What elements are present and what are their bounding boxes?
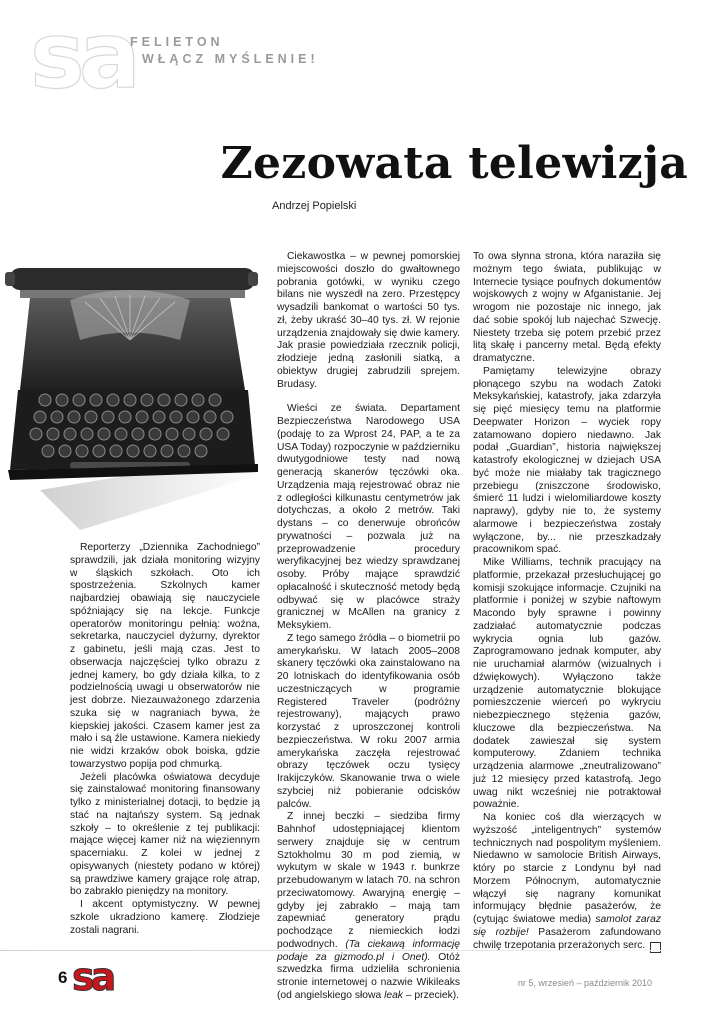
- paragraph-text: – przeciek).: [405, 989, 460, 1001]
- paragraph: [277, 811, 460, 1002]
- footer-divider: [0, 950, 714, 951]
- paragraph: Pamiętamy telewizyjne obrazy płonącego szybu na wodach Zatoki Meksykańskiej, katastrofy, jaka zdarzyła się pięć miesięcy temu na platformie Deepwater Horizon – wyciek ropy zatamowano dopiero niedawno. Jak podał „Guardian”, historia największej katastrofy ekologicznej w dziejach USA być może nie miałaby tak tragicznego przebiegu (zniszczone środowisko, śmierć 11 ludzi i wielomiliardowe koszty naprawy), gdyby nie to, że systemy alarmowe i bezpieczeństwa zostały wyłączone, by... nie przeszkadzały pracownikom spać.: [473, 365, 661, 556]
- paragraph-text: Otóż szwedzka firma udzieliła schronienia stronie internetowej o nazwie Wikileaks (od angielskiego słowa: [277, 951, 460, 1001]
- paragraph: Mike Williams, technik pracujący na platformie, przekazał przesłuchującej go komisji szokujące informacje. Czujniki na platformie i poniżej w szybie naftowym Macondo były sprawne i powinny zadziałać automatycznie podczas wykrycia ognia lub gazów. Zaprogramowano jednak komputer, aby nie uruchamiał alarmów (wizualnych i dźwiękowych). Wyłączono także urządzenie automatycznie blokujące pomieszczenie wierceń po wykryciu niebezpiecznego stężenia gazów, kluczowe dla bezpieczeństwa. Na dodatek zawieszał się system komputerowy. Zdaniem technika urządzenia alarmowe „zneutralizowano” już 12 miesięcy przed katastrofą. Jego uwag nikt wcześniej nie potraktował poważnie.: [473, 557, 661, 811]
- section-header: [130, 34, 319, 68]
- paragraph-italic: (Ta ciekawą informację podaje za gizmodo.pl i Onet).: [277, 938, 460, 963]
- paragraph-text: Z innej beczki – siedziba firmy Bahnhof udostępniającej klientom serwery znajduje się w centrum Sztokholmu 30 m pod ziemią, w wykutym w skale w 1943 r. bunkrze przebudowanym w latach 70. na schron przeciwatomowy. Awaryjną energię – gdyby jej zabrakło – mają tam zapewniać generatory prądu pochodzące z niemieckich łodzi podwodnych.: [277, 811, 460, 950]
- paragraph: Wieści ze świata. Departament Bezpieczeństwa Narodowego USA (podaję to za Wprost 24, PAP, a te za USA Today) rozpoczynie w październiku dwutygodniowe testy nad nową generacją skanerów tęczówki oka. Urządzenia mają rejestrować obraz nie z odległości kilkunastu centymetrów jak dotychczas, a około 2 metrów. Taki dystans – co denerwuje obrońców prywatności – pozwala już na przeprowadzenie procedury weryfikacyjnej bez wiedzy sprawdzanej osoby. Próby mające sprawdzić opłacalność i skuteczność metody będą odbywać się w placówce straży granicznej w McAllen na granicy z Meksykiem.: [277, 403, 460, 631]
- paragraph-text: Pasażerom zafundowano chwilę trzepotania przerażonych serc.: [473, 926, 661, 951]
- section-subtitle: WŁĄCZ MYŚLENIE!: [142, 52, 319, 66]
- magazine-logo: sa: [72, 955, 113, 999]
- article-column-1: [70, 542, 260, 937]
- paragraph: Reporterzy „Dziennika Zachodniego” sprawdzili, jak działa monitoring wizyjny w śląskich szkołach. Oto ich spostrzeżenia. Szkolnych kamer najbardziej obawiają się nauczyciele spóźniający się na lekcje. Funkcje operatorów monitoringu pełnią: woźna, sekretarka, nauczyciel dyżurny, dyrektor z gabinetu, jeśli mają czas. Jest to obserwacja najczęściej tylko obrazu z jednej kamery, bo gdy działa kilka, to z podzielnością uwagi u obserwatorów nie jest dobrze. Niezauważonego zdarzenia szuka się w nagraniach bywa, że kiepskiej jakości. Czasem kamer jest za mało i są źle ustawione. Kamera niekiedy nie widzi krzaków obok boiska, gdzie towarzystwo popija pod chmurką.: [70, 542, 260, 770]
- paragraph: To owa słynna strona, która naraziła się możnym tego świata, publikując w Internecie tysiące poufnych dokumentów wojskowych z wojny w Afganistanie. Jej wrogom nie pozostaje nic innego, jak dać sobie spokój lub najechać Szwecję. Niestety trzeba się potem przebić przez litą skałę i pancerny metal. Będą efekty dramatyczne.: [473, 251, 661, 364]
- paragraph-italic: samolot zaraz się rozbije!: [473, 914, 661, 938]
- article-title: Zezowata telewizja: [220, 138, 688, 189]
- paragraph: Jeżeli placówka oświatowa decyduje się zainstalować monitoring finansowany tylko z ministerialnej dotacji, to będzie ją stać na najtańszy system. Są jednak szkoły – to określenie z tej publikacji: mające więcej kamer niż na więziennym spacerniaku. Z kolei w jednej z opisywanych (niestety podano w której) są prawdziwe kamery grające rolę atrap, bo zabrakło pieniędzy na monitory.: [70, 771, 260, 898]
- paragraph: Ciekawostka – w pewnej pomorskiej miejscowości doszło do gwałtownego pobrania gotówki, w wyniku czego bilans nie wyszedł na zero. Przestępcy wysadzili bankomat o wartości 50 tys. zł, żeby ukraść 30–40 tys. zł. W rejonie urządzenia znajdowały się dwie kamery. Jak prasie powiedziała rzecznik policji, złodzieje jedną zasłonili siatką, a obiektyw drugiej zabrudzili sprejem. Brudasy.: [277, 251, 460, 390]
- section-name: FELIETON: [130, 35, 224, 49]
- article-column-3: [473, 251, 661, 953]
- paragraph-italic: leak: [384, 989, 403, 1001]
- paragraph: Z tego samego źródła – o biometrii po amerykańsku. W latach 2005–2008 skanery tęczówki oka zainstalowano na 20 lotniskach do identyfikowania osób uczestniczących w programie Registered Traveler (podróżny rejestrowany), mających prawo korzystać z uproszczonej kontroli bezpieczeństwa. W roku 2007 armia amerykańska zaczęła rejestrować obrazy tęczówek oczu tysięcy Irakijczyków. Skanowanie trwa o wiele szybciej niż pobieranie odcisków palców.: [277, 632, 460, 810]
- article-author: Andrzej Popielski: [272, 200, 357, 212]
- article-column-2: [277, 251, 460, 1003]
- paragraph-text: Na koniec coś dla wierzących w wyższość „inteligentnych” systemów technicznych nad pospolitym myśleniem. Niedawno w samolocie British Airways, który po starcie z Londynu był nad Morzem Północnym, automatycznie włączył się nagrany komunikat informujący błędnie pasażerów, że (cytując światowe media): [473, 812, 661, 925]
- issue-info: nr 5, wrzesień – październik 2010: [517, 978, 652, 988]
- typewriter-illustration: [0, 240, 260, 540]
- page-number: 6: [58, 968, 68, 987]
- magazine-logo-watermark: sa: [30, 2, 135, 109]
- paragraph: I akcent optymistyczny. W pewnej szkole ukradziono kamerę. Złodzieje zostali nagrani.: [70, 899, 260, 936]
- paragraph: [473, 812, 661, 952]
